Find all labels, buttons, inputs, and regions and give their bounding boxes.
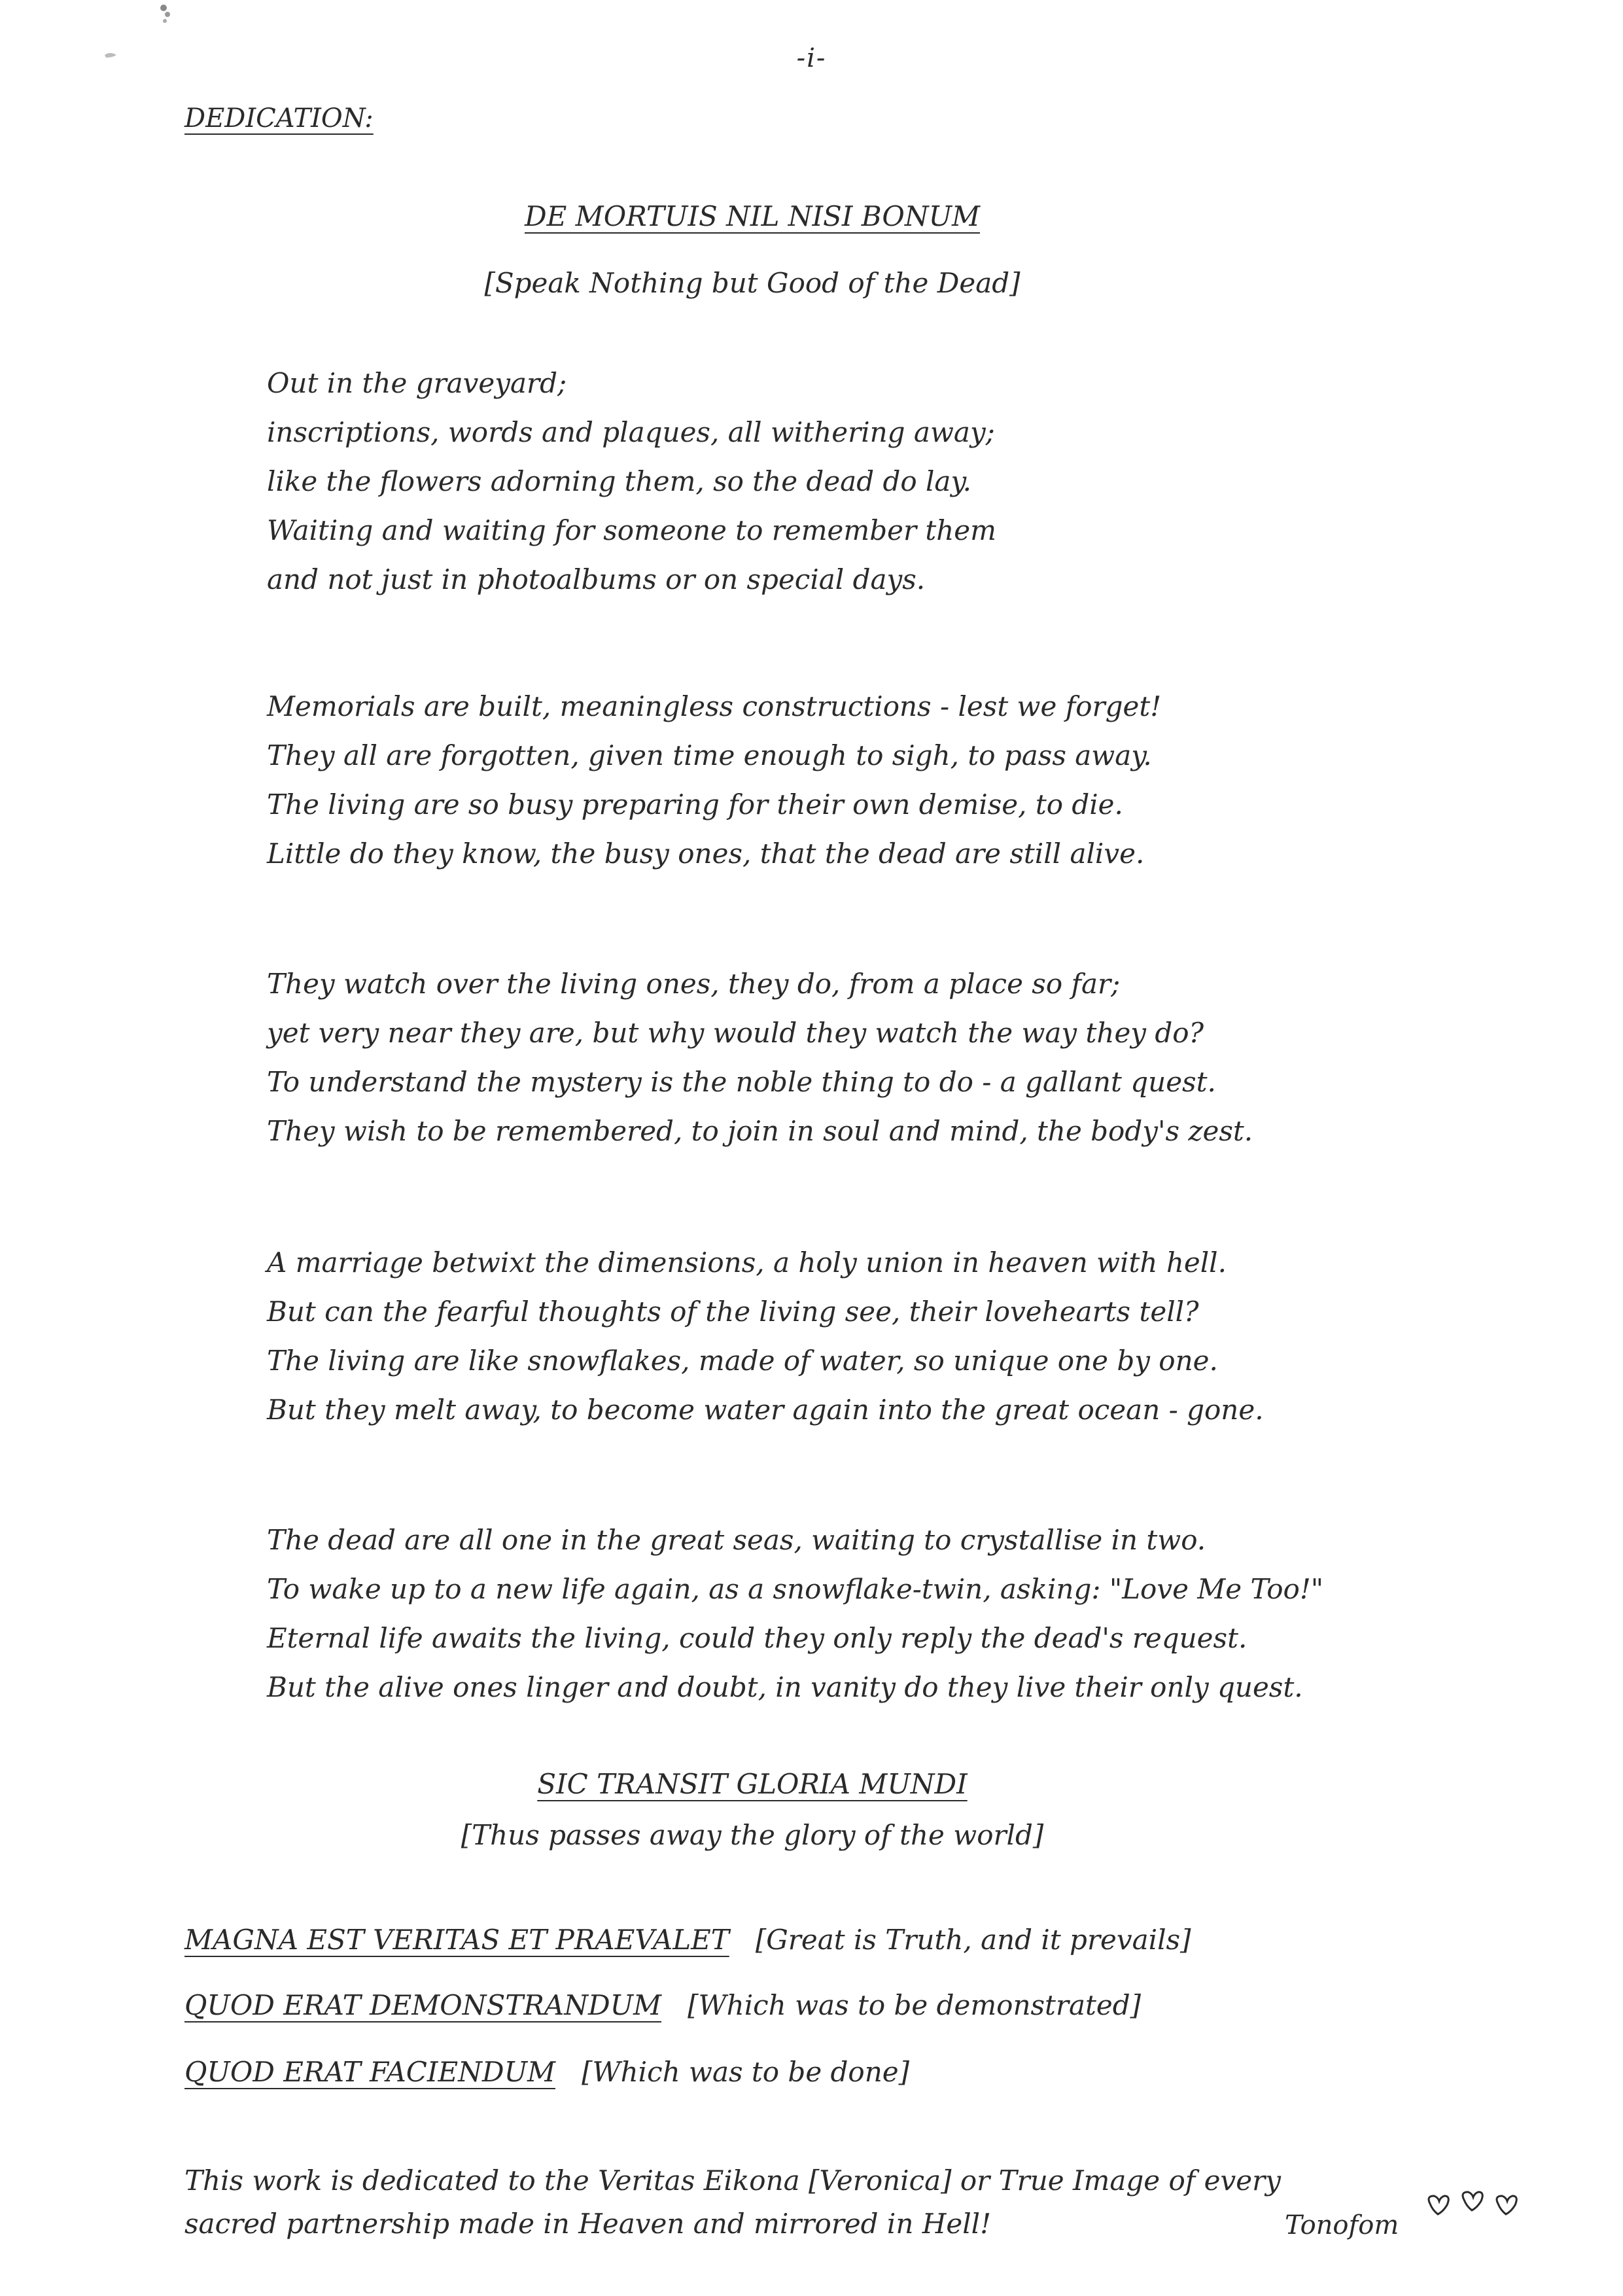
poem-line: yet very near they are, but why would they watch the way they do? — [267, 1017, 1204, 1049]
poem-line: like the flowers adorning them, so the dead do lay. — [267, 465, 971, 497]
poem-title: DE MORTUIS NIL NISI BONUM — [525, 200, 980, 232]
latin-phrase-row — [184, 1924, 1191, 1956]
latin-translation: [Which was to be demonstrated] — [688, 1989, 1142, 2021]
page-number: -i- — [796, 43, 827, 73]
poem-line: They wish to be remembered, to join in soul and mind, the body's zest. — [267, 1115, 1253, 1147]
closing-translation: [Thus passes away the glory of the world] — [461, 1819, 1044, 1851]
poem-line: To wake up to a new life again, as a snowflake-twin, asking: "Love Me Too!" — [267, 1573, 1324, 1605]
latin-translation: [Great is Truth, and it prevails] — [755, 1924, 1191, 1956]
closing-title: SIC TRANSIT GLORIA MUNDI — [537, 1768, 968, 1800]
poem-line: and not just in photoalbums or on special days. — [267, 563, 926, 595]
poem-title-line — [0, 200, 1505, 232]
poem-title-translation: [Speak Nothing but Good of the Dead] — [484, 267, 1021, 299]
latin-phrase-row — [184, 1989, 1141, 2021]
poem-line: They watch over the living ones, they do, from a place so far; — [267, 968, 1121, 1000]
stanza-3 — [267, 959, 1253, 1156]
poem-line: But the alive ones linger and doubt, in vanity do they live their only quest. — [267, 1671, 1303, 1703]
stanza-2 — [267, 682, 1161, 878]
latin-translation: [Which was to be done] — [582, 2056, 909, 2088]
hand-drawn-hearts-icon — [1421, 2185, 1532, 2225]
signature: Tonofom — [1285, 2210, 1399, 2240]
poem-line: A marriage betwixt the dimensions, a holy union in heaven with hell. — [267, 1246, 1227, 1279]
poem-line: The living are like snowflakes, made of water, so unique one by one. — [267, 1345, 1218, 1377]
poem-line: The dead are all one in the great seas, waiting to crystallise in two. — [267, 1524, 1206, 1556]
closing-title-line — [0, 1768, 1505, 1800]
dedication-label: DEDICATION: — [184, 103, 374, 133]
poem-line: Out in the graveyard; — [267, 367, 567, 399]
poem-line: But can the fearful thoughts of the living see, their lovehearts tell? — [267, 1296, 1199, 1328]
poem-line: Little do they know, the busy ones, that the dead are still alive. — [267, 838, 1145, 870]
poem-line: inscriptions, words and plaques, all withering away; — [267, 416, 995, 448]
latin-phrase: QUOD ERAT DEMONSTRANDUM — [184, 1989, 662, 2021]
poem-line: They all are forgotten, given time enough to sigh, to pass away. — [267, 739, 1152, 771]
poem-line: But they melt away, to become water again into the great ocean - gone. — [267, 1394, 1264, 1426]
scan-speck-icon — [152, 0, 178, 33]
stanza-1 — [267, 359, 996, 604]
poem-line: Memorials are built, meaningless constructions - lest we forget! — [267, 690, 1162, 722]
latin-phrase: MAGNA EST VERITAS ET PRAEVALET — [184, 1924, 729, 1956]
final-dedication-line: sacred partnership made in Heaven and mirrored in Hell! — [184, 2208, 991, 2240]
poem-line: Eternal life awaits the living, could they only reply the dead's request. — [267, 1622, 1248, 1654]
final-dedication-line: This work is dedicated to the Veritas Eikona [Veronica] or True Image of every — [184, 2164, 1281, 2197]
stanza-5 — [267, 1515, 1323, 1712]
poem-line: To understand the mystery is the noble thing to do - a gallant quest. — [267, 1066, 1216, 1098]
latin-phrase: QUOD ERAT FACIENDUM — [184, 2056, 555, 2088]
latin-phrase-row — [184, 2056, 909, 2088]
final-dedication — [184, 2159, 1281, 2246]
poem-line: Waiting and waiting for someone to remember them — [267, 514, 996, 546]
poem-line: The living are so busy preparing for their own demise, to die. — [267, 788, 1123, 821]
stanza-4 — [267, 1238, 1264, 1434]
